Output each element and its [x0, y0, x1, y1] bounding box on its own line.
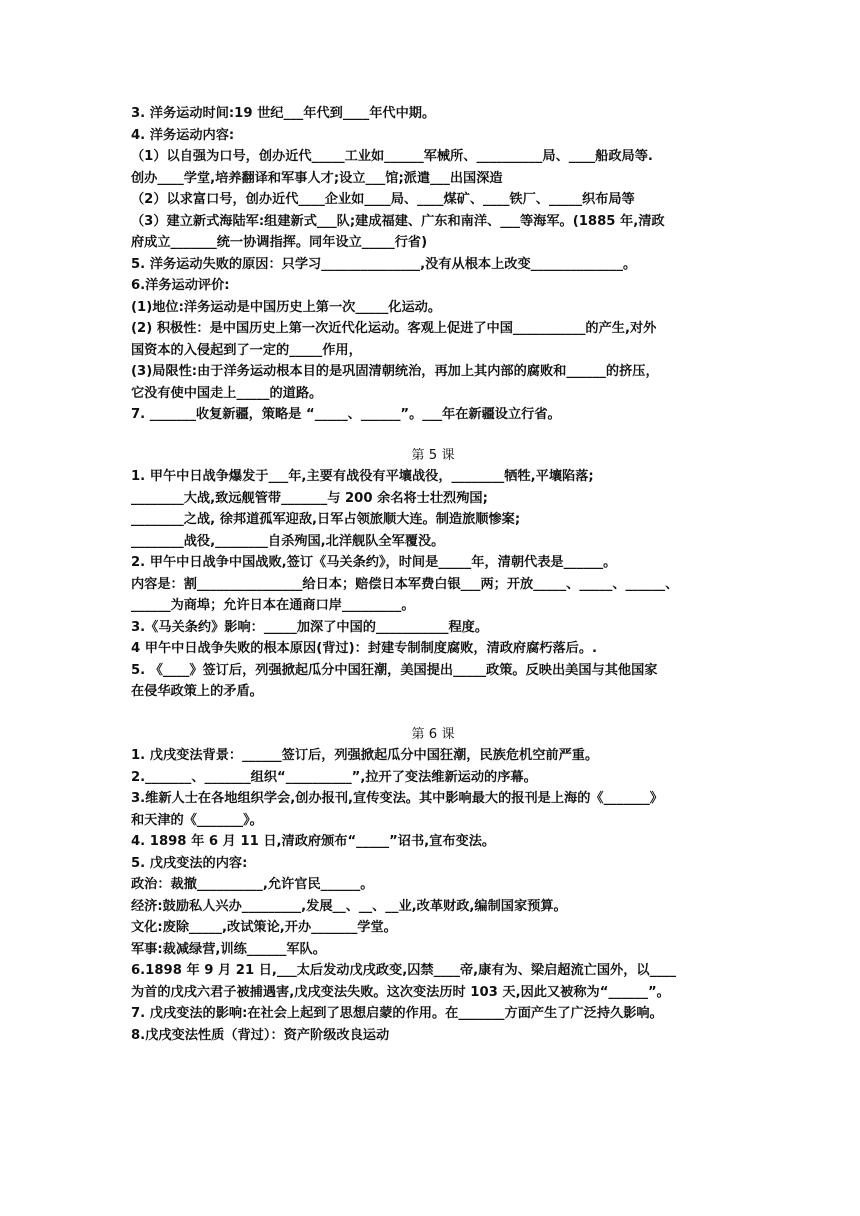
text-line: 7. _______收复新疆，策略是 “_____、______”。___年在新疆设立行省。 [131, 407, 561, 422]
text-line: 3.维新人士在各地组织学会,创办报刊,宣传变法。其中影响最大的报刊是上海的《_______》 [131, 791, 663, 806]
text-line: 1. 甲午中日战争爆发于___年,主要有战役有平壤战役，________牺牲,平壤陷落; [131, 469, 594, 484]
text-line: 5. 《____》签订后，列强掀起瓜分中国狂潮，美国提出_____政策。反映出美国与其他国家 [131, 662, 658, 678]
text-line: 8.戊戌变法性质（背过）：资产阶级改良运动 [131, 1027, 390, 1043]
text-line: 5. 洋务运动失败的原因：只学习_______________,没有从根本上改变______________。 [131, 256, 637, 272]
spacer [131, 426, 735, 445]
text-line: (3)局限性:由于洋务运动根本目的是巩固清朝统治，再加上其内部的腐败和______的挤压， [131, 364, 659, 379]
text-line: ________战役,________自杀殉国,北洋舰队全军覆没。 [131, 533, 445, 549]
text-line: 军事:裁减绿营,训练______军队。 [131, 941, 326, 957]
spacer [131, 703, 735, 724]
text-line: 3. 洋务运动时间:19 世纪___年代到____年代中期。 [131, 106, 436, 121]
text-line: (2) 积极性：是中国历史上第一次近代化运动。客观上促进了中国___________的产生,对外 [131, 321, 657, 336]
text-line: 内容是：割________________给日本；赔偿日本军费白银___两；开放_____、_____、______、 [131, 576, 679, 592]
text-line: ______为商埠；允许日本在通商口岸_________。 [131, 598, 415, 613]
text-line: ________大战,致远舰管带_______与 200 余名将士壮烈殉国; [131, 490, 488, 506]
text-line: （3）建立新式海陆军:组建新式___队;建成福建、广东和南洋、___等海军。(1885 年,清政 [131, 213, 665, 229]
document-page [131, 103, 735, 1046]
text-line: （1）以自强为口号，创办近代_____工业如______军械所、__________局、____船政局等. [131, 149, 653, 164]
text-line: 2. 甲午中日战争中国战败,签订《马关条约》，时间是_____年，清朝代表是______。 [131, 555, 617, 570]
text-line: 文化:废除_____,改试策论,开办_______学堂。 [131, 920, 397, 935]
text-line: ________之战, 徐邦道孤军迎敌,日军占领旅顺大连。制造旅顺惨案; [131, 512, 521, 527]
text-line: 2._______、_______组织“__________”,拉开了变法维新运动的序幕。 [131, 769, 537, 785]
text-line: 4. 1898 年 6 月 11 日,清政府颁布“_____”诏书,宣布变法。 [131, 834, 496, 849]
text-line: 7. 戊戌变法的影响:在社会上起到了思想启蒙的作用。在_______方面产生了广泛持久影响。 [131, 1006, 663, 1021]
section-lesson5 [131, 445, 735, 703]
text-line: 为首的戊戌六君子被捕遇害,戊戌变法失败。这次变法历时 103 天,因此又被称为“______”。 [131, 984, 670, 1000]
text-line: 国资本的入侵起到了一定的_____作用， [131, 342, 362, 358]
text-line: 它没有使中国走上_____的道路。 [131, 385, 323, 401]
text-line: 在侵华政策上的矛盾。 [131, 684, 263, 699]
text-line: 经济:鼓励私人兴办_________,发展__、__、__业,改革财政,编制国家预算。 [131, 898, 567, 914]
text-line: 政治：裁撤__________,允许官民______。 [131, 877, 374, 892]
text-line: 6.洋务运动评价: [131, 278, 230, 293]
text-line: 创办____学堂,培养翻译和军事人才;设立___馆;派遣___出国深造 [131, 170, 503, 186]
lesson-5-title: 第 5 课 [411, 447, 455, 463]
text-line: 4. 洋务运动内容: [131, 127, 235, 143]
text-line: 4 甲午中日战争失败的根本原因(背过)：封建专制制度腐败，清政府腐朽落后。. [131, 641, 598, 656]
lesson-6-title: 第 6 课 [411, 726, 455, 742]
text-line: 3.《马关条约》影响：_____加深了中国的___________程度。 [131, 619, 489, 635]
section-lesson6 [131, 724, 735, 1047]
text-line: （2）以求富口号，创办近代____企业如____局、____煤矿、____铁厂、_____织布局等 [131, 192, 635, 207]
text-line: 1. 戊戌变法背景：______签订后，列强掀起瓜分中国狂潮，民族危机空前严重。 [131, 748, 599, 763]
text-line: 和天津的《_______》。 [131, 812, 263, 828]
text-line: 府成立_______统一协调指挥。同年设立_____行省) [131, 235, 428, 250]
text-line: (1)地位:洋务运动是中国历史上第一次_____化运动。 [131, 299, 442, 315]
text-line: 6.1898 年 9 月 21 日,___太后发动戊戌政变,囚禁____帝,康有为、梁启超流亡国外，以____ [131, 963, 676, 978]
section-part1 [131, 103, 735, 426]
text-line: 5. 戊戌变法的内容: [131, 855, 248, 871]
